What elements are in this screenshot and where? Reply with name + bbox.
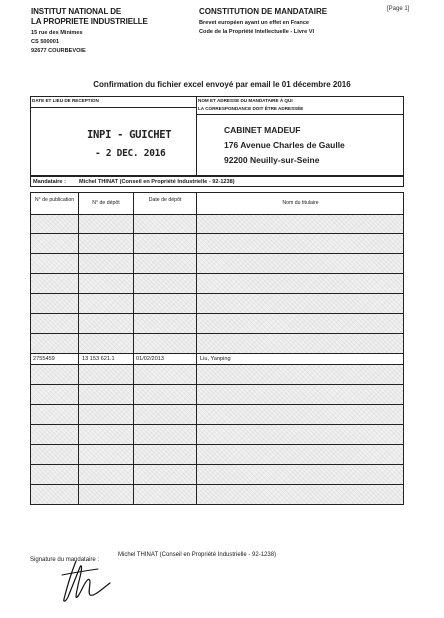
table-column-divider — [196, 353, 197, 364]
cell-date: 01/02/2013 — [136, 356, 164, 362]
cell-depot: 13 153 621.1 — [82, 356, 115, 362]
table-column-divider — [78, 353, 79, 364]
institution-name-line1: INSTITUT NATIONAL DE — [31, 7, 122, 16]
institution-address-line3: 92677 COURBEVOIE — [31, 48, 86, 54]
table-row-line — [30, 404, 404, 405]
correspondent-name: CABINET MADEUF — [224, 125, 301, 135]
col-header-titulaire: Nom du titulaire — [282, 200, 319, 206]
form-subtitle-2: Code de la Propriété Intellectuelle - Livre VI — [199, 29, 315, 35]
col-header-date: Date de dépôt — [148, 197, 182, 203]
form-title: CONSTITUTION DE MANDATAIRE — [199, 7, 328, 16]
signature-name: Michel THINAT (Conseil en Propriété Industrielle - 92-1238) — [118, 552, 277, 558]
table-column-divider — [133, 192, 134, 505]
signature-label: Signature du mandataire : — [30, 557, 100, 563]
mandataire-value: Michel THINAT (Conseil en Propriété Industrielle - 92-1238) — [79, 178, 235, 185]
table-row-line — [30, 364, 404, 365]
table-row-line — [30, 273, 404, 274]
empty-rows-area-lower — [31, 364, 403, 504]
reception-label: DATE ET LIEU DE RECEPTION — [32, 98, 99, 103]
table-column-divider — [133, 353, 134, 364]
table-row-line — [30, 444, 404, 445]
table-row-line — [30, 384, 404, 385]
page-number: [Page 1] — [387, 6, 410, 12]
table-row-line — [30, 464, 404, 465]
table-column-divider — [78, 192, 79, 505]
stamp-date: - 2 DEC. 2016 — [95, 148, 166, 159]
correspondence-label-underline — [196, 114, 404, 115]
correspondence-label-line1: NOM ET ADRESSE DU MANDATAIRE À QUI — [198, 98, 293, 103]
correspondence-label-line2: LA CORRESPONDANCE DOIT ÊTRE ADRESSÉE — [198, 106, 304, 111]
box-divider — [196, 96, 197, 176]
table-row-line — [30, 424, 404, 425]
mandataire-label: Mandataire : — [33, 178, 66, 185]
form-subtitle-1: Brevet européen ayant un effet en France — [199, 20, 310, 26]
handwritten-signature — [58, 553, 122, 609]
table-row-line — [30, 484, 404, 485]
cell-titulaire: Liu, Yanping — [200, 356, 231, 362]
correspondent-city: 92200 Neuilly-sur-Seine — [224, 155, 320, 165]
institution-name-line2: LA PROPRIETE INDUSTRIELLE — [31, 17, 148, 26]
table-row-line — [30, 253, 404, 254]
correspondent-street: 176 Avenue Charles de Gaulle — [224, 140, 345, 150]
confirmation-line: Confirmation du fichier excel envoyé par email le 01 décembre 2016 — [93, 80, 351, 89]
table-column-divider — [196, 192, 197, 505]
table-row-line — [30, 233, 404, 234]
col-header-publication: N° de publication — [34, 197, 75, 203]
table-row-line — [30, 333, 404, 334]
stamp-place: INPI - GUICHET — [87, 129, 172, 141]
cell-publication: 2755459 — [33, 356, 55, 362]
institution-address-line1: 15 rue des Minimes — [31, 30, 83, 36]
table-row-line — [30, 293, 404, 294]
table-row-line — [30, 313, 404, 314]
reception-label-underline — [30, 107, 196, 108]
col-header-depot: N° de dépôt — [92, 200, 120, 206]
institution-address-line2: CS 500001 — [31, 39, 59, 45]
